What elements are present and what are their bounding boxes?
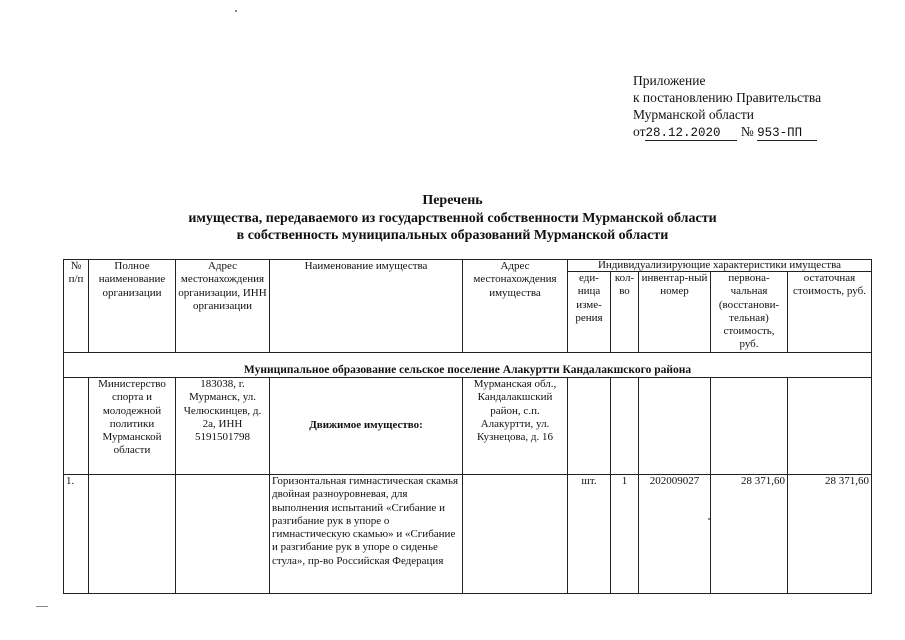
title-line-1: Перечень (422, 193, 483, 208)
header-residual-cost: остаточная стоимость, руб. (788, 272, 872, 353)
resolution-number: 953-ПП (757, 126, 817, 141)
row-property-address-cell (463, 475, 568, 594)
section-row (64, 353, 872, 378)
from-label: от (633, 124, 646, 139)
scan-speck (708, 518, 710, 520)
header-org-address: Адрес местонахождения организации, ИНН организации (176, 260, 270, 353)
header-property-address: Адрес местонахождения имущества (463, 260, 568, 353)
org-name: Министерство спорта и молодежной политики Мурманской области (89, 378, 176, 475)
movable-property-label: Движимое имущество: (270, 378, 463, 475)
row-initial-cost: 28 371,60 (711, 475, 788, 594)
row-property-name: Горизонтальная гимнастическая скамья двойная разноуровневая, для выполнения испытаний «Сгибание и разгибание рук в упоре о гимнастическую скамью» и «Сгибание и разгибание рук в упоре о сиденье стула», пр-во Российская Федерация (270, 475, 463, 594)
row-unit: шт. (568, 475, 611, 594)
org-num-cell (64, 378, 89, 475)
header-org-name: Полное наименование организации (89, 260, 176, 353)
row-qty: 1 (611, 475, 639, 594)
section-title: Муниципальное образование сельское поселение Алакуртти Кандалакшского района (64, 353, 872, 378)
org-inventory-cell (639, 378, 711, 475)
header-property-name: Наименование имущества (270, 260, 463, 353)
row-residual-cost: 28 371,60 (788, 475, 872, 594)
appendix-line-2: к постановлению Правительства (633, 90, 822, 105)
org-initial-cost-cell (711, 378, 788, 475)
document-title (0, 192, 905, 245)
row-num: 1. (64, 475, 89, 594)
header-unit: еди-ница изме-рения (568, 272, 611, 353)
property-table (63, 259, 872, 594)
org-address: 183038, г. Мурманск, ул. Челюскинцев, д. 2а, ИНН 5191501798 (176, 378, 270, 475)
header-individual: Индивидуализирующие характеристики имущества (568, 260, 872, 272)
row-org-name-cell (89, 475, 176, 594)
appendix-line-1: Приложение (633, 73, 706, 88)
table-row (64, 475, 872, 594)
appendix-block (633, 72, 821, 141)
title-line-3: в собственность муниципальных образований Мурманской области (236, 228, 669, 243)
org-qty-cell (611, 378, 639, 475)
number-label: № (740, 124, 754, 139)
org-unit-cell (568, 378, 611, 475)
row-inventory: 202009027 (639, 475, 711, 594)
scan-speck (235, 10, 237, 12)
header-row-1 (64, 260, 872, 272)
resolution-date: 28.12.2020 (645, 126, 737, 141)
header-qty: кол-во (611, 272, 639, 353)
header-inventory: инвентар-ный номер (639, 272, 711, 353)
property-address: Мурманская обл., Кандалакшский район, с.п. Алакуртти, ул. Кузнецова, д. 16 (463, 378, 568, 475)
scan-speck (36, 606, 48, 607)
appendix-date-line (633, 123, 821, 141)
org-residual-cost-cell (788, 378, 872, 475)
title-line-2: имущества, передаваемого из государственной собственности Мурманской области (188, 210, 717, 226)
organization-row (64, 378, 872, 475)
header-num: № п/п (64, 260, 89, 353)
row-org-address-cell (176, 475, 270, 594)
appendix-line-3: Мурманской области (633, 107, 754, 122)
header-initial-cost: первона-чальная (восстанови-тельная) стоимость, руб. (711, 272, 788, 353)
